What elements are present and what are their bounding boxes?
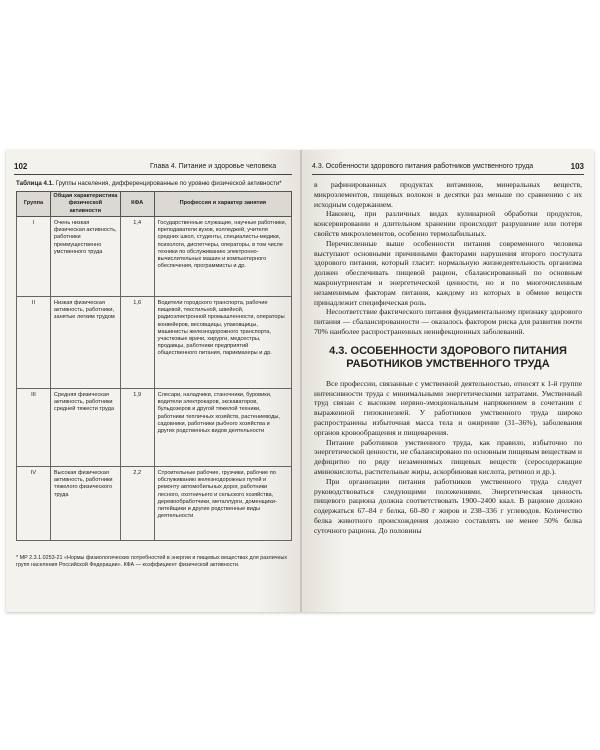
group-cell: II <box>17 297 51 389</box>
kfa-cell: 2,2 <box>120 467 154 541</box>
table-caption-label: Таблица 4.1. <box>16 180 54 187</box>
kfa-cell: 1,6 <box>120 297 154 389</box>
paragraph: При организации питания работников умственного труда следует руководствоваться следующими положениями. Энергетическая ценность пищевого рациона должна соответствовать 1900–2400 ккал. В рационе должно содержаться 67–84 г белка, 60–80 г жиров и 238–336 г углеводов. Количество белка животного происхождения должно составлять не менее 50% белка суточного рациона. До половины <box>314 476 582 535</box>
table-row <box>17 467 292 541</box>
table-caption <box>16 180 296 187</box>
profession-cell: Строительные рабочие, грузчики, рабочие по обслуживанию железнодорожных путей и ремонту автомобильных дорог, работники лесного, охотничьего и сельского хозяйства, деревообработчики, металлурги, доменщики-литейщики и другие родственные виды деятельности <box>154 467 291 541</box>
table-row <box>17 297 292 389</box>
profession-cell: Государственные служащие, научные работники, преподаватели вузов, колледжей, учителя средних школ, студенты, специалисты-медики, психологи, диспетчеры, операторы, в том числе техники по обслуживанию электронно-вычислительных машин и компьютерного обеспечения, программисты и др. <box>154 217 291 297</box>
table-caption-text: Группы населения, дифференцированные по уровню физической активности* <box>55 180 282 187</box>
characteristic-cell: Очень низкая физическая активность, работники преимущественно умственного труда <box>50 217 120 297</box>
group-cell: III <box>17 389 51 467</box>
right-page <box>302 150 594 612</box>
section-heading: 4.3. ОСОБЕННОСТИ ЗДОРОВОГО ПИТАНИЯ РАБОТНИКОВ УМСТВЕННОГО ТРУДА <box>329 344 567 370</box>
left-running-header <box>14 160 292 175</box>
header-group: Группа <box>17 192 51 217</box>
open-book <box>6 150 594 612</box>
characteristic-cell: Низкая физическая активность, работники, занятые легким трудом <box>50 297 120 389</box>
table-row <box>17 217 292 297</box>
right-header-text: 4.3. Особенности здорового питания работников умственного труда <box>312 163 534 170</box>
characteristic-cell: Средняя физическая активность, работники средней тяжести труда <box>50 389 120 467</box>
left-page-number: 102 <box>14 162 28 171</box>
paragraph: Несоответствие фактического питания фундаментальному признаку здорового питания — сбалансированности — оказалось фактором риска для развития почти 70% наиболее распространенных неинфекционных заболеваний. <box>314 307 582 336</box>
group-cell: I <box>17 217 51 297</box>
paragraph: в рафинированных продуктах витаминов, минеральных веществ, микроэлементов, пищевых волокон в десятки раз меньше по сравнению с их исходным содержанием. <box>314 180 582 209</box>
header-kfa: КФА <box>120 192 154 217</box>
paragraph: Наконец, при различных видах кулинарной обработки продуктов, консервировании и длительном хранении происходит разрушение или потеря свойств микроэлементов, особенно термолабильных. <box>314 209 582 238</box>
profession-cell: Водители городского транспорта, рабочие пищевой, текстильной, швейной, радиоэлектронной промышленности, операторы конвейеров, весовщицы, упаковщицы, машинисты железнодорожного транспорта, участковые врачи, хирурги, медсестры, продавцы, работники предприятий общественного питания, парикмахеры и др. <box>154 297 291 389</box>
table-footnote: * МР 2.3.1.0253-21 «Нормы физиологических потребностей в энергии и пищевых веществах для различных групп населения Российской Федерации». КФА — коэффициент физической активности. <box>16 555 288 568</box>
paragraph: Питание работников умственного труда, как правило, избыточно по энергетической ценности, не сбалансировано по основным пищевым веществам и дефицитно по ряду незаменимых пищевых веществ (серосодержащие аминокислоты, растительные жиры, аскорбиновая кислота, ретинол и др.). <box>314 437 582 476</box>
activity-table <box>16 191 292 541</box>
right-body-text <box>314 180 582 536</box>
right-running-header <box>312 160 584 175</box>
header-characteristic: Общая характеристика физической активности <box>50 192 120 217</box>
table-row <box>17 389 292 467</box>
profession-cell: Слесари, наладчики, станочники, буровики, водители электрокаров, экскаваторов, бульдозеров и другой тяжелой техники, работники тепличных хозяйств, растениеводы, садовники, работники рыбного хозяйства и других родственных видов деятельности <box>154 389 291 467</box>
paragraph: Все профессии, связанные с умственной деятельностью, относят к 1-й группе интенсивности труда с минимальными энергетическими затратами. Умственный труд связан с высоким нервно-эмоциональным напряжением в сочетании с выраженной гипокинезией. У работников умственного труда широко распространены избыточная масса тела и ожирение (31–36%), заболевания органов кровообращения и пищеварения. <box>314 378 582 437</box>
header-profession: Профессия и характер занятия <box>154 192 291 217</box>
characteristic-cell: Высокая физическая активность, работники тяжелого физического труда <box>50 467 120 541</box>
kfa-cell: 1,4 <box>120 217 154 297</box>
table-header-row <box>17 192 292 217</box>
group-cell: IV <box>17 467 51 541</box>
kfa-cell: 1,9 <box>120 389 154 467</box>
paragraph: Перечисленные выше особенности питания современного человека выступают основными причинными факторами нарушения второго постулата здорового питания, который гласит: нормальную жизнедеятельность организма должен обеспечивать пищевой рацион, сбалансированный по основным макронутриентам и энергетической ценности, но и по многочисленным незаменимым факторам питания, каждому из которых в обмене веществ принадлежит специфическая роль. <box>314 238 582 307</box>
left-page <box>6 150 302 612</box>
left-header-text: Глава 4. Питание и здоровье человека <box>150 163 277 170</box>
right-page-number: 103 <box>570 162 584 171</box>
